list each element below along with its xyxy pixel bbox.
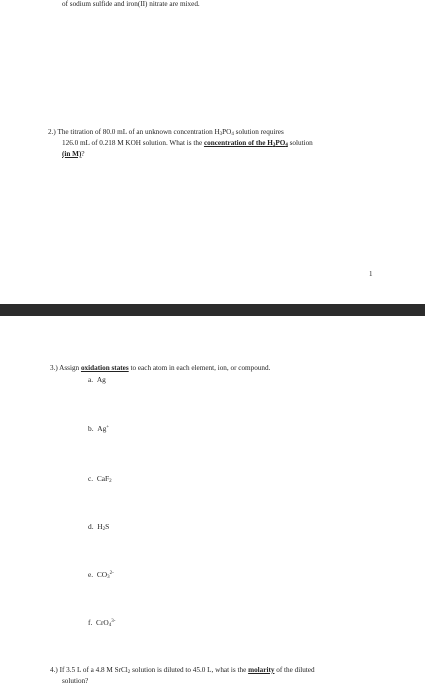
question-2-line-2 [62, 139, 313, 150]
q3-item-b: b. Ag+ [88, 424, 110, 433]
q4-sub: 2 [127, 670, 131, 675]
q2-emphasis: concentration of the $H_3PO_4$ [203, 139, 288, 148]
q2-text: solution requires [233, 128, 284, 136]
q3-item-c: c. CaF$_2$ [88, 474, 112, 484]
page-number: 1 [369, 270, 373, 278]
q3-emphasis: oxidation states [80, 364, 129, 372]
q2-sub: 4 [231, 132, 234, 137]
question-3-prompt [50, 364, 270, 373]
q2-text: PO [222, 128, 232, 136]
q4-text: 4.) If 3.5 L of a 4.8 M SrCl [50, 666, 128, 674]
q3-text: to each atom in each element, ion, or compound. [128, 364, 271, 372]
q3-item-f: f. CrO$_4^{3-}$ [88, 618, 116, 628]
q4-text: solution is diluted to 45.0 L, what is the [130, 666, 249, 674]
q3-item-e: e. $CO_3^{2-}$ [88, 570, 114, 580]
q2-text: 2.) The titration of 80.0 mL of an unknown concentration H [48, 128, 220, 136]
question-2-line-1 [48, 128, 284, 139]
q4-emphasis: molarity [248, 666, 275, 674]
question-4-line-1 [50, 666, 315, 677]
q2-text: 126.0 mL of 0.218 M KOH solution. What is the [62, 139, 204, 147]
q3-item-d: d. $H_2S$ [88, 522, 110, 532]
question-4-line-2: solution? [62, 677, 89, 685]
q2-sub: 3 [219, 132, 223, 137]
top-text-fragment: of sodium sulfide and iron(II) nitrate are mixed. [62, 0, 200, 8]
q2-unit-emphasis: (in M) [62, 150, 82, 158]
q2-text: ? [81, 150, 85, 158]
q3-text: 3.) Assign [50, 364, 81, 372]
q4-text: of the diluted [274, 666, 315, 674]
q2-text: solution [287, 139, 313, 147]
q3-item-a: a. Ag [88, 375, 106, 384]
question-2-line-3 [62, 150, 85, 159]
page-divider [0, 304, 425, 316]
